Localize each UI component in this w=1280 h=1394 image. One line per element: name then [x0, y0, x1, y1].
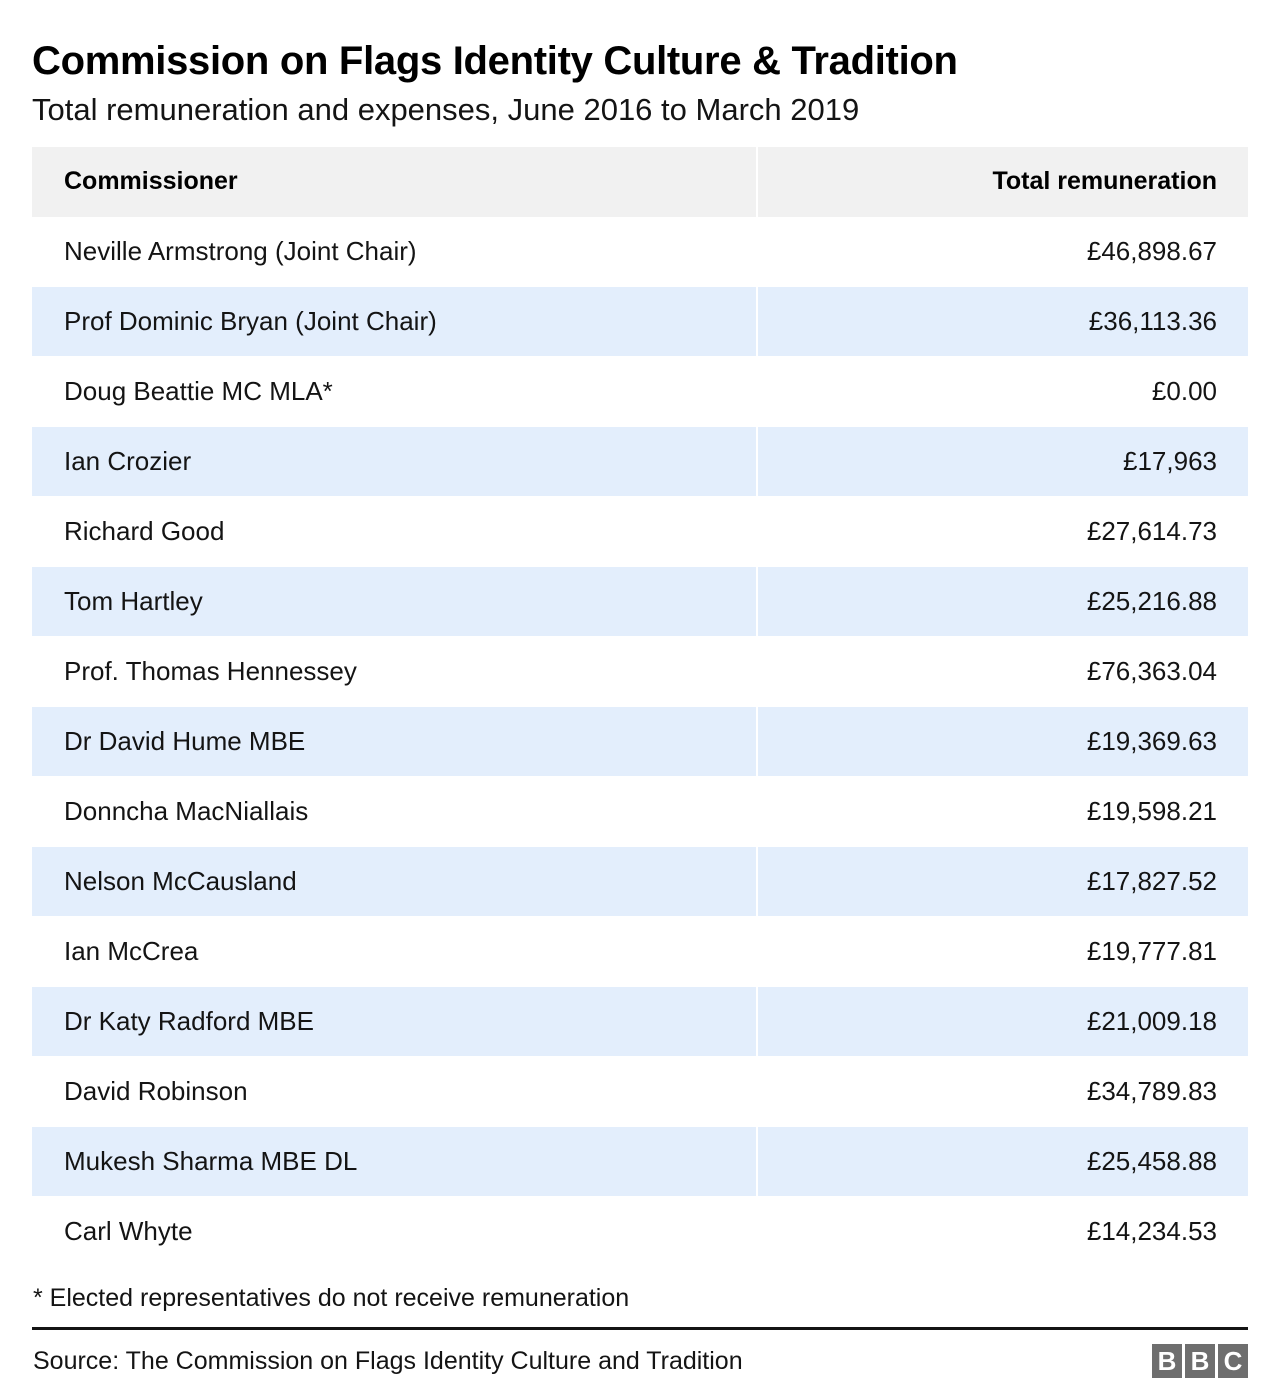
cell-total-remuneration: £21,009.18	[757, 987, 1248, 1057]
cell-total-remuneration: £76,363.04	[757, 637, 1248, 707]
cell-commissioner: Prof Dominic Bryan (Joint Chair)	[32, 287, 757, 357]
cell-commissioner: Nelson McCausland	[32, 847, 757, 917]
bbc-logo	[1152, 1344, 1248, 1378]
table-row	[32, 987, 1248, 1057]
table-body	[32, 217, 1248, 1267]
cell-total-remuneration: £34,789.83	[757, 1057, 1248, 1127]
cell-commissioner: Carl Whyte	[32, 1197, 757, 1267]
cell-commissioner: Prof. Thomas Hennessey	[32, 637, 757, 707]
source-label: Source: The Commission on Flags Identity Culture and Tradition	[33, 1347, 743, 1376]
cell-total-remuneration: £17,963	[757, 427, 1248, 497]
cell-total-remuneration: £36,113.36	[757, 287, 1248, 357]
column-header-total-remuneration: Total remuneration	[757, 147, 1248, 217]
table-row	[32, 777, 1248, 847]
table-row	[32, 637, 1248, 707]
page-subtitle: Total remuneration and expenses, June 2016 to March 2019	[32, 92, 860, 127]
table-row	[32, 1127, 1248, 1197]
bbc-logo-block-1: B	[1152, 1344, 1182, 1378]
cell-total-remuneration: £0.00	[757, 357, 1248, 427]
page-title: Commission on Flags Identity Culture & Tradition	[32, 39, 958, 83]
cell-commissioner: David Robinson	[32, 1057, 757, 1127]
footer	[32, 1330, 1248, 1378]
bbc-logo-block-3: C	[1218, 1344, 1248, 1378]
table-row	[32, 707, 1248, 777]
table-header-row	[32, 147, 1248, 217]
cell-commissioner: Donncha MacNiallais	[32, 777, 757, 847]
cell-commissioner: Ian Crozier	[32, 427, 757, 497]
table-row	[32, 287, 1248, 357]
table-row	[32, 217, 1248, 287]
cell-total-remuneration: £17,827.52	[757, 847, 1248, 917]
cell-total-remuneration: £19,369.63	[757, 707, 1248, 777]
table-row	[32, 427, 1248, 497]
table-row	[32, 1057, 1248, 1127]
column-header-commissioner: Commissioner	[32, 147, 757, 217]
bbc-logo-block-2: B	[1185, 1344, 1215, 1378]
table-row	[32, 917, 1248, 987]
cell-total-remuneration: £19,598.21	[757, 777, 1248, 847]
table-row	[32, 357, 1248, 427]
cell-commissioner: Neville Armstrong (Joint Chair)	[32, 217, 757, 287]
cell-commissioner: Mukesh Sharma MBE DL	[32, 1127, 757, 1197]
cell-commissioner: Tom Hartley	[32, 567, 757, 637]
cell-total-remuneration: £14,234.53	[757, 1197, 1248, 1267]
cell-total-remuneration: £27,614.73	[757, 497, 1248, 567]
table-row	[32, 1197, 1248, 1267]
cell-total-remuneration: £25,458.88	[757, 1127, 1248, 1197]
table-row	[32, 497, 1248, 567]
cell-commissioner: Dr David Hume MBE	[32, 707, 757, 777]
cell-commissioner: Dr Katy Radford MBE	[32, 987, 757, 1057]
cell-commissioner: Richard Good	[32, 497, 757, 567]
table-footnote: * Elected representatives do not receive remuneration	[33, 1284, 630, 1313]
table-header	[32, 147, 1248, 217]
cell-total-remuneration: £46,898.67	[757, 217, 1248, 287]
cell-commissioner: Ian McCrea	[32, 917, 757, 987]
cell-commissioner: Doug Beattie MC MLA*	[32, 357, 757, 427]
cell-total-remuneration: £19,777.81	[757, 917, 1248, 987]
cell-total-remuneration: £25,216.88	[757, 567, 1248, 637]
remuneration-table-wrapper	[32, 147, 1248, 1268]
table-row	[32, 567, 1248, 637]
table-row	[32, 847, 1248, 917]
remuneration-table	[32, 147, 1248, 1268]
